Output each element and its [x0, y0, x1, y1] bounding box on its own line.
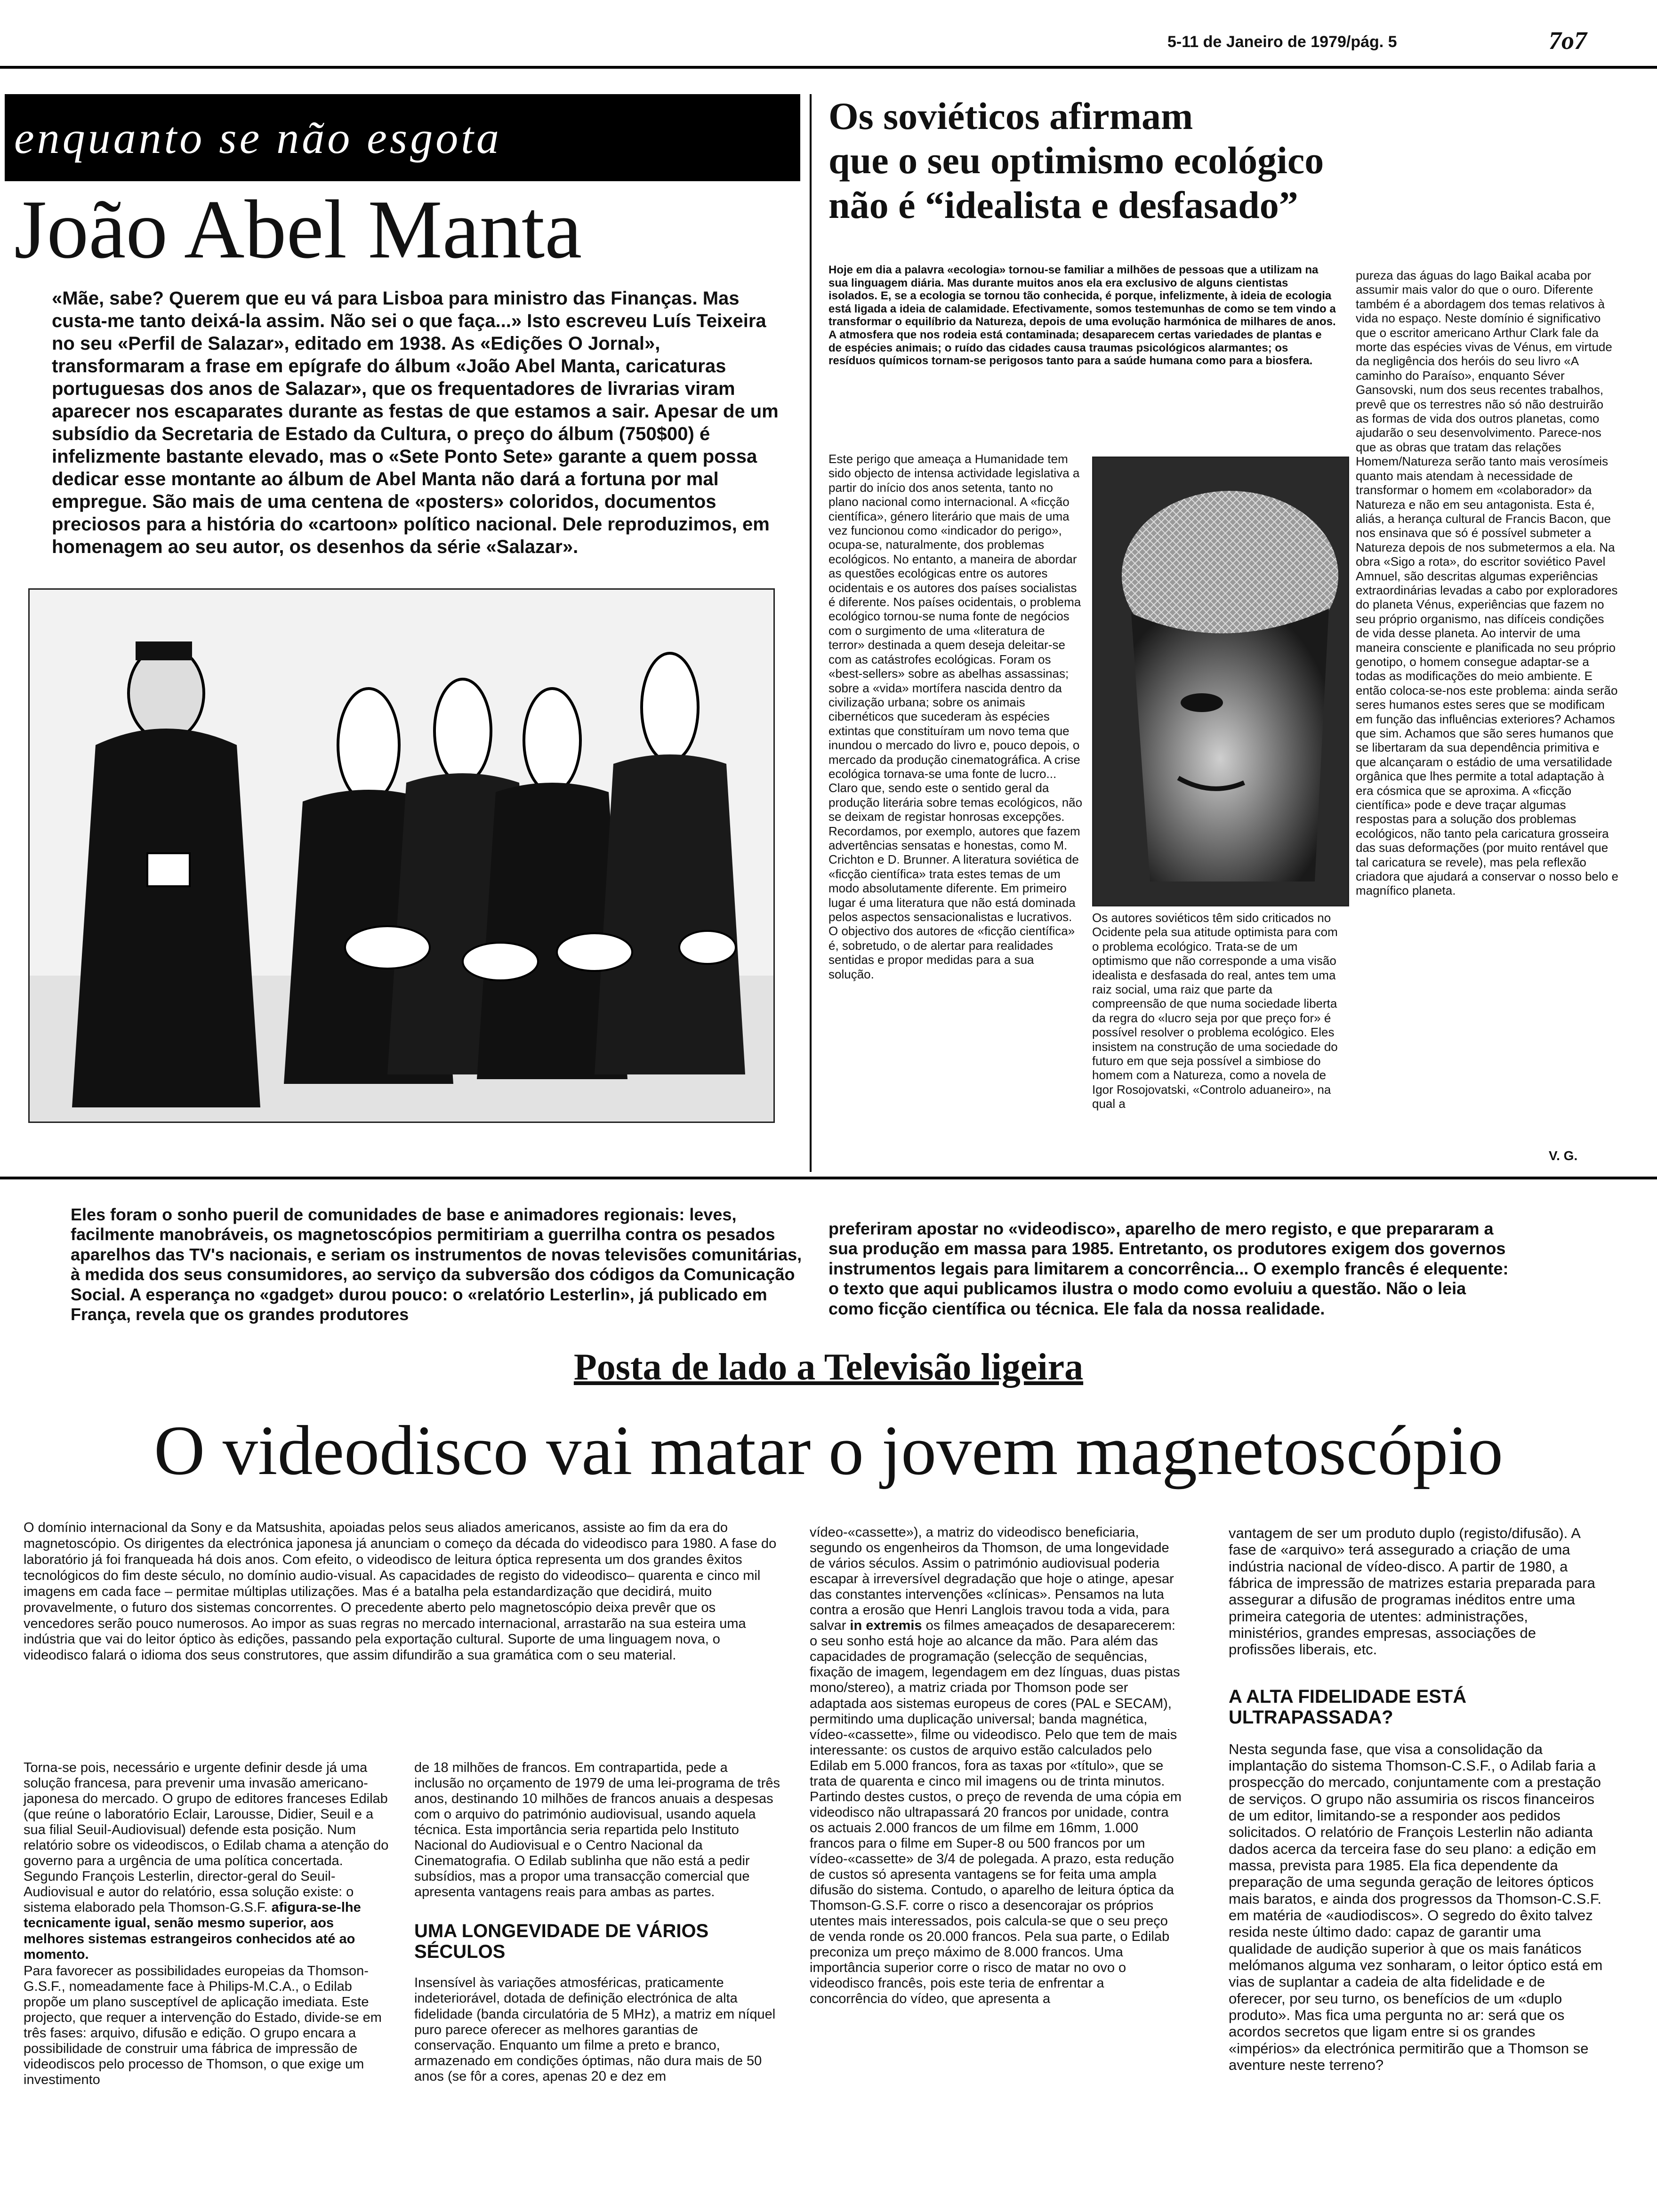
- right-article-col1: Este perigo que ameaça a Humanidade tem sido objecto de intensa actividade legislativa a partir do início dos anos setenta, tanto no plano nacional como internacional. A «ficção científica», género literário que mais de uma vez funcionou como «indicador do perigo», ocupa-se, naturalmente, dos problemas ecológicos. No entanto, a maneira de abordar as questões ecológicas entre os autores ocidentais e os autores dos países socialistas é diferente. Nos países ocidentais, o problema ecológico tornou-se numa fonte de negócios com o surgimento de uma «literatura de terror» destinada a quem deseja deleitar-se com as catástrofes ecológicas. Foram os «best-sellers» sobre as abelhas assassinas; sobre a «vida» mortífera nascida dentro da civilização urbana; sobre os animais cibernéticos que sucederam às espécies extintas que constituíram um novo tema que inundou o mercado do livro e, pouco depois, o mercado da produção cinematográfica. A crise ecológica tornava-se uma fonte de lucro... Claro que, sendo este o sentido geral da produção literária sobre temas ecológicos, não se deixam de registar honrosas excepções. Recordamos, por exemplo, autores que fazem advertências sensatas e honestas, como M. Crichton e D. Brunner. A literatura soviética de «ficção científica» trata estes temas de um modo absolutamente diferente. Em primeiro lugar é uma literatura que não está dominada pelos aspectos sensacionalistas e lucrativos. O objectivo dos autores de «ficção científica» é, sobretudo, o de alertar para realidades sentidas e propor medidas para a sua solução.: [828, 452, 1083, 981]
- standfirst-right: preferiram apostar no «videodisco», aparelho de mero registo, e que prepararam a sua produção em massa para 1985. Entretanto, os produtores exigem dos governos instrumentos legais para limitarem a concorrência... O exemplo francês é elequente: o texto que aqui publicamos ilustra o modo como evoluiu a questão. Não o leia como ficção científica ou técnica. Ele fala da nossa realidade.: [828, 1219, 1509, 1318]
- col4-text-b: Nesta segunda fase, que visa a consolidação da implantação do sistema Thomson-C.S.F., o Adilab faria a prospecção do mercado, conjuntamente com a prestação de serviços. O grupo não assumiria os riscos financeiros de um editor, limitando-se a responder aos pedidos solicitados. O relatório de François Lesterlin não adianta dados acerca da terceira fase do seu plano: a edição em massa, prevista para 1985. Ela fica dependente da preparação de uma segunda geração de leitores ópticos mais baratos, e ainda dos progressos da Thomson-C.S.F. em matéria de «audiodiscos». O segredo do êxito talvez resida neste último dado: capaz de garantir uma qualidade de audição superior à que os mais fanáticos melómanos alguma vez sonharam, o leitor óptico está em vias de suplantar a cadeia de alta fidelidade e de oferecer, por seu turno, os benefícios de um «duplo produto». Mas fica uma pergunta no ar: será que os acordos secretos que ligam entre si os grandes «impérios» da electrónica permitirão que a Thomson se aventure neste terreno?: [1229, 1740, 1603, 2073]
- caricature-drawing: [30, 590, 773, 1122]
- col3-text-b: os filmes ameaçados de desaparecerem: o seu sonho está hoje ao alcance da mão. Para além das capacidades de programação (selecção de sequências, fixação de imagem, legendagem em dez línguas, duas pistas mono/stereo), a matriz criada por Thomson pode ser adaptada aos sistemas europeus de cores (PAL e SECAM), permitindo uma duplicação universal; banda magnética, vídeo-«cassette», filme ou videodisco. Pelo que tem de mais interessante: os custos de arquivo estão calculados pelo Edilab em 5.000 francos, fora as taxas por «título», que se trata de quarenta e cinco mil imagens ou de trinta minutos. Partindo destes custos, o preço de revenda de uma cópia em videodisco não ultrapassará 20 francos por unidade, contra os actuais 2.000 francos de um filme em 16mm, 1.000 francos para o filme em Super-8 ou 500 francos por um vídeo-«cassette» de 3/4 de polegada. A prazo, esta redução de custos só apresenta vantagens se for feita uma ampla difusão do sistema. Contudo, o aparelho de leitura óptica da Thomson-G.S.F. corre o risco a desencorajar os próprios utentes mais interessados, pois calcula-se que o seu preço de venda ronde os 20.000 francos. Pela sua parte, o Edilab preconiza um preço máximo de 8.000 francos. Uma importância superior corre o risco de matar no ovo o videodisco francês, pois este teria de enfrentar a concorrência do vídeo, que apresenta a: [810, 1618, 1182, 2007]
- article-col1: [24, 1760, 395, 2089]
- left-article-title: João Abel Manta: [14, 183, 582, 276]
- astronaut-face-photo: [1092, 457, 1349, 906]
- face-photo-drawing: [1094, 458, 1348, 905]
- col3-bold-text: in extremis: [850, 1618, 922, 1634]
- article-kicker: [0, 1346, 1657, 1389]
- col4-text-a: vantagem de ser um produto duplo (registo/difusão). A fase de «arquivo» terá assegurado a criação de uma indústria nacional de vídeo-disco. A partir de 1980, a fábrica de impressão de matrizes estaria preparada para assegurar a difusão de programas inéditos entre uma primeira categoria de utentes: administrações, ministérios, grandes empresas, associações de profissões liberais, etc.: [1229, 1525, 1595, 1658]
- col1-text-a: Torna-se pois, necessário e urgente definir desde já uma solução francesa, para prevenir uma invasão americano-japonesa do mercado. O grupo de editores franceses Edilab (que reúne o laboratório Eclair, Larousse, Didier, Seuil e a sua filial Seuil-Audiovisual) defende esta posição. Num relatório sobre os videodiscos, o Edilab chama a atenção do governo para a urgência de uma política concertada. Segundo François Lesterlin, director-geral do Seuil-Audiovisual e autor do relatório, essa solução existe: o sistema elaborado pela Thomson-G.S.F.: [24, 1760, 389, 1915]
- col4-subheading: A ALTA FIDELIDADE ESTÁ ULTRAPASSADA?: [1229, 1686, 1467, 1728]
- photo-caption-text: Os autores soviéticos têm sido criticados no Ocidente pela sua atitude optimista para com o problema ecológico. Trata-se de um optimismo que não corresponde a uma visão idealista e desfasada do real, antes tem uma raiz social, uma raiz que parte da compreensão de que numa sociedade liberta da regra do «lucro seja por que preço for» é possível resolver o problema ecológico. Eles insistem na construção de uma sociedade do futuro em que seja possível a simbiose do homem com a Natureza, como a novela de Igor Rosojovatski, «Controlo aduaneiro», na qual a: [1092, 911, 1338, 1111]
- header-rule: [0, 66, 1657, 69]
- column-divider: [810, 94, 812, 1172]
- right-article-lead: Hoje em dia a palavra «ecologia» tornou-se familiar a milhões de pessoas que a utilizam na sua linguagem diária. Mas durante muitos anos ela era exclusivo de alguns cientistas isolados. E, se a ecologia se tornou tão conhecida, é porque, infelizmente, à ideia de ecologia está ligada a ideia de calamidade. Efectivamente, somos testemunhas de como se tem vindo a transformar o equilíbrio da Natureza, depois de uma evolução harmónica de milhares de anos. A atmosfera que nos rodeia está contaminada; desaparecem certas variedades de plantas e de espécies animais; o ruído das cidades causa traumas psicológicos alarmantes; os resíduos químicos tornam-se perigosos tanto para a saúde humana como para a biosfera.: [828, 264, 1336, 368]
- article-col2: [414, 1760, 781, 2085]
- col1-bold-text: afigura-se-lhe tecnicamente igual, senão mesmo superior, aos melhores sistemas estrangeiros conhecidos até ao momento.: [24, 1900, 361, 1962]
- standfirst-left: Eles foram o sonho pueril de comunidades de base e animadores regionais: leves, facilmente manobráveis, os magnetoscópios permitiriam a guerrilha contra os pesados aparelhos das TV's nacionais, e seriam os instrumentos de novas televisões comunitárias, à medida dos seus consumidores, ao serviço da subversão dos códigos da Comunicação Social. A esperança no «gadget» durou pouco: o «relatório Lesterlin», já publicado em França, revela que os grandes produtores: [71, 1205, 802, 1324]
- col2-text-a: de 18 milhões de francos. Em contrapartida, pede a inclusão no orçamento de 1979 de uma lei-programa de três anos, destinando 10 milhões de francos anuais a despesas com o arquivo do património audiovisual, usando aquela técnica. Esta importância seria repartida pelo Instituto Nacional do Audiovisual e o Centro Nacional da Cinematografia. O Edilab sublinha que não está a pedir subsídios, mas a propor uma transacção comercial que apresenta vantagens reais para ambas as partes.: [414, 1760, 780, 1900]
- col1-text-b: Para favorecer as possibilidades europeias da Thomson-G.S.F., nomeadamente face à Philips-M.C.A., o Edilab propõe um plano susceptível de aplicação imediata. Este projecto, que requer a intervenção do Estado, divide-se em três fases: arquivo, difusão e edição. O grupo encara a possibilidade de construir uma fábrica de impressão de videodiscos pelo processo de Thomson, o que exige um investimento: [24, 1963, 382, 2087]
- title-line-2: que o seu optimismo ecológico: [828, 139, 1324, 182]
- page-date: 5-11 de Janeiro de 1979/pág. 5: [1167, 33, 1397, 51]
- article-intro: O domínio internacional da Sony e da Matsushita, apoiadas pelos seus aliados americanos, assiste ao fim da era do magnetoscópio. Os dirigentes da electrónica japonesa já anunciam o começo da década do videodisco para 1980. A fase do laboratório já foi franqueada há dois anos. Com efeito, o videodisco de leitura óptica representa um dos grandes êxitos tecnológicos do fim deste século, no domínio audio-visual. As capacidades de registo do videodisco– quarenta e cinco mil imagens em cada face – permitae múltiplas utilizações. Mas é a batalha pela estandardização que decidirá, muito provavelmente, o futuro dos sistemas concorrentes. O precedente aberto pelo magnetoscópio deixa prevêr que os vencedores serão pouco numerosos. Ao impor as suas regras no mercado internacional, arrastarão na sua esteira uma indústria que vai do leitor óptico às edições, passando pela exportação cultural. Suporte de uma linguagem nova, o videodisco falará o idioma dos seus construtores, que assim difundirão a sua gramática com o seu material.: [24, 1520, 777, 1663]
- right-article-title: [828, 94, 1629, 227]
- article-col3: [810, 1525, 1182, 2008]
- newspaper-logo: 7o7: [1549, 26, 1587, 55]
- title-line-3: não é “idealista e desfasado”: [828, 183, 1298, 226]
- article-signature: V. G.: [1549, 1148, 1578, 1163]
- article-headline: O videodisco vai matar o jovem magnetoscópio: [154, 1411, 1503, 1490]
- title-line-1: Os soviéticos afirmam: [828, 95, 1193, 137]
- article-col4: [1229, 1525, 1605, 2074]
- kicker-text: Posta de lado a Televisão ligeira: [573, 1346, 1084, 1388]
- left-article-banner: [5, 94, 800, 181]
- left-article-intro: «Mãe, sabe? Querem que eu vá para Lisboa para ministro das Finanças. Mas custa-me tanto deixá-la assim. Não sei o que faça...» Isto escreveu Luís Teixeira no seu «Perfil de Salazar», editado em 1938. As «Edições O Jornal», transformaram a frase em epígrafe do álbum «João Abel Manta, caricaturas portuguesas dos anos de Salazar», que os frequentadores de livrarias viram aparecer nos escaparates durante as festas de que estamos a sair. Apesar de um subsídio da Secretaria de Estado da Cultura, o preço do álbum (750$00) é infelizmente bastante elevado, mas o «Sete Ponto Sete» garante a quem possa dedicar esse montante ao álbum de Abel Manta não dará a fortuna por mal empregue. São mais de uma centena de «posters» coloridos, documentos preciosos para a história do «cartoon» político nacional. Dele reproduzimos, em homenagem ao seu autor, os desenhos da série «Salazar».: [52, 288, 779, 557]
- salazar-caricature-illustration: [28, 588, 775, 1123]
- col2-subheading: UMA LONGEVIDADE DE VÁRIOS SÉCULOS: [414, 1921, 709, 1963]
- col3-text-a: vídeo-«cassette»), a matriz do videodisco beneficiaria, segundo os engenheiros da Thomson, de uma longevidade de vários séculos. Assim o património audiovisual poderia escapar à irreversível degradação que hoje o atinge, apesar das constantes intervenções «clínicas». Pensamos na luta contra a erosão que Henri Langlois travou toda a vida, para salvar: [810, 1525, 1174, 1634]
- right-article-col3: pureza das águas do lago Baikal acaba por assumir mais valor do que o ouro. Diferente também é a abordagem dos temas relativos à vida no espaço. Neste domínio é significativo que o escritor americano Arthur Clark fale da morte das espécies vivas de Vénus, em virtude da negligência dos heróis do seu livro «A caminho do Paraíso», enquanto Séver Gansovski, num dos seus recentes trabalhos, prevê que os terrestres não só não destruirão as formas de vida dos outros planetas, como ajudarão o seu desenvolvimento. Parece-nos que as obras que tratam das relações Homem/Natureza serão tanto mais verosímeis quanto mais atendam à necessidade de transformar o homem em «colaborador» da Natureza e não em seu antagonista. Esta é, aliás, a herança cultural de Francis Bacon, que nos ensinava que só é possível submeter a Natureza depois de nos submetermos a ela. Na obra «Sigo a rota», do escritor soviético Pavel Amnuel, são descritas algumas experiências extraordinárias levadas a cabo por exploradores do planeta Vénus, experiências que fazem no seu próprio organismo, nas difíceis condições de vida desse planeta. Ao intervir de uma maneira consciente e planificada no seu próprio genotipo, o homem consegue adaptar-se a todas as modificações do meio ambiente. E então coloca-se-nos este problema: ainda serão seres humanos estes seres que se modificam em função das influências exteriores? Achamos que sim. Achamos que são seres humanos que se libertaram da sua dependência primitiva e que alcançaram o estádio de uma versatilidade orgânica que lhes permite a total adaptação à era cósmica que se aproxima. A «ficção científica» pode e deve traçar algumas respostas para a solução dos problemas ecológicos, não tanto pela caricatura grosseira das suas deformações (por muito rentável que tal caricatura se revele), mas pela reflexão criadora que ajudará a conservar o nosso belo e magnífico planeta.: [1356, 268, 1618, 898]
- banner-text: enquanto se não esgota: [14, 112, 502, 163]
- col2-text-b: Insensível às variações atmosféricas, praticamente indeteriorável, dotada de definição electrónica de alta fidelidade (banda circulatória de 5 MHz), a matriz em níquel puro parece oferecer as melhores garantias de conservação. Enquanto um filme a preto e branco, armazenado em condições óptimas, não dura mais de 50 anos (se fôr a cores, apenas 20 e dez em: [414, 1975, 776, 2084]
- section-rule: [0, 1177, 1657, 1179]
